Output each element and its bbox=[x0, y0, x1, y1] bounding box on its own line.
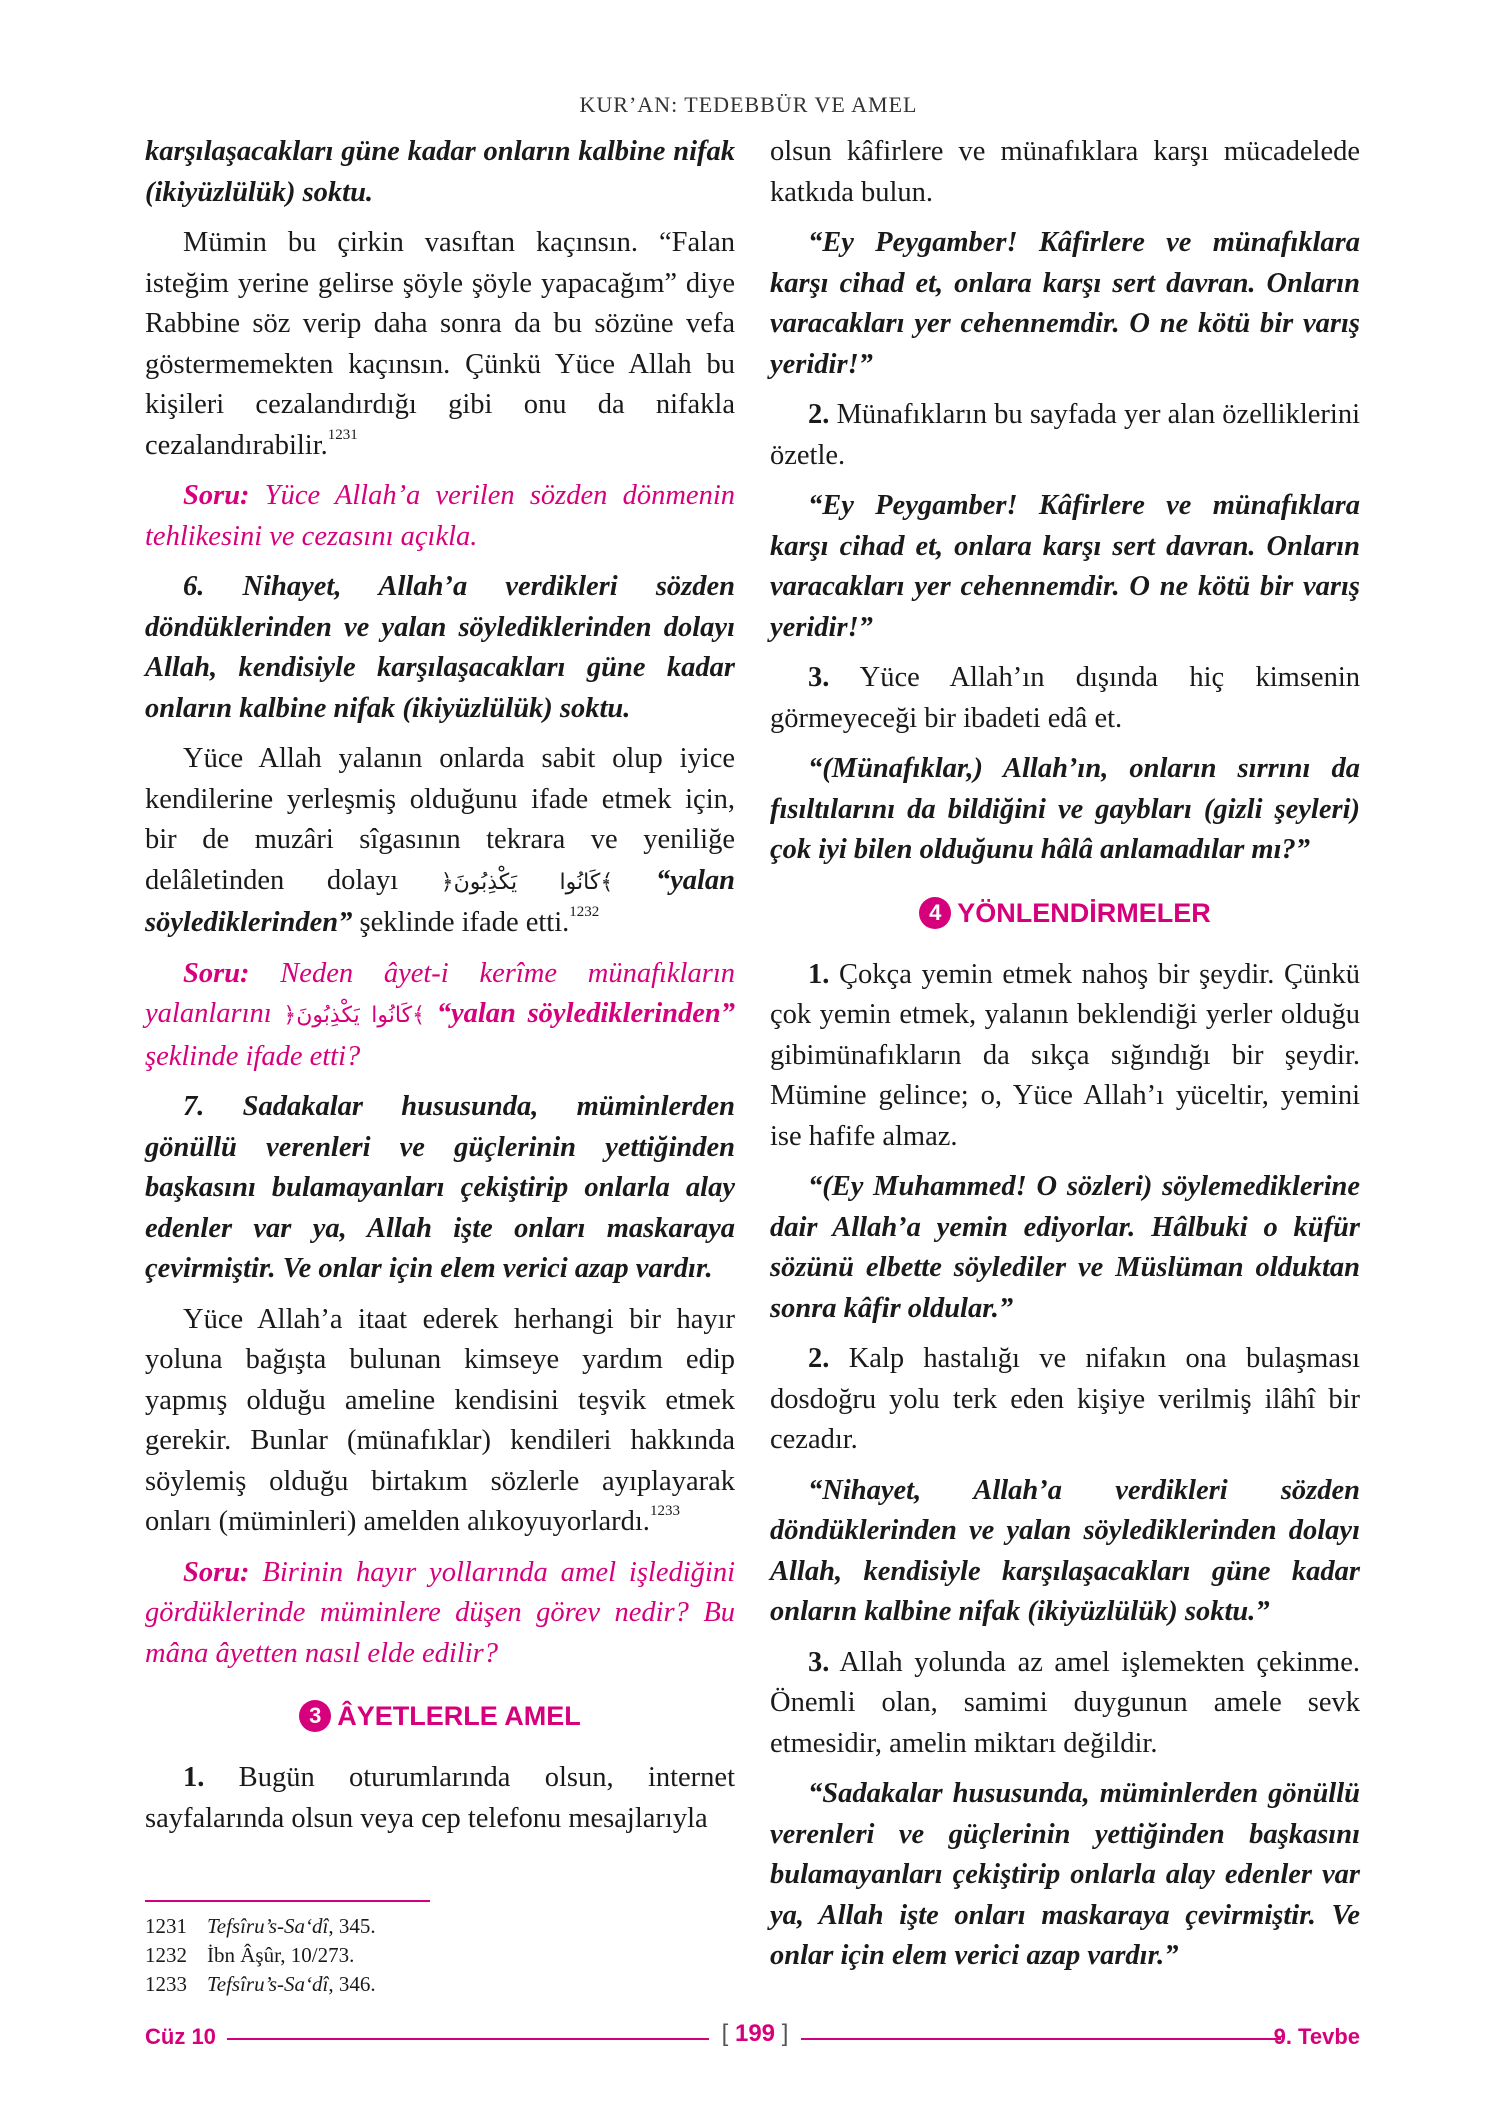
footnote: 1231 Tefsîru’s-Sa‘dî, 345. bbox=[145, 1914, 376, 1938]
footnote: 1232 İbn Âşûr, 10/273. bbox=[145, 1943, 355, 1967]
verse-quote: “Sadakalar hususunda, müminlerden gönüllü verenleri ve güçlerinin yettiğinden başkasını bulamayanları çekiştirip onlarla alay edenler var ya, Allah işte onları maskaraya çevirmiştir. Ve onlar için elem verici azap vardır.” bbox=[770, 1778, 1360, 1971]
page-footer bbox=[145, 2020, 1360, 2056]
arabic-phrase: ﴿كَانُوا يَكْذِبُونَ﴾ bbox=[283, 1003, 425, 1028]
list-item: 3. Allah yolunda az amel işlemekten çekinme. Önemli olan, samimi duygunun amele sevk etmesidir, amelin miktarı değildir. bbox=[770, 1646, 1360, 1759]
verse-quote: “(Münafıklar,) Allah’ın, onların sırrını da fısıltılarını da bildiğini ve gaybları (gizli şeyleri) çok iyi bilen olduğunu hâlâ anlamadılar mı?” bbox=[770, 753, 1360, 865]
question: Soru: Yüce Allah’a verilen sözden dönmenin tehlikesini ve cezasını açıkla. bbox=[145, 480, 735, 552]
page-number: [ 199 ] bbox=[721, 2020, 789, 2047]
verse-quote: “Ey Peygamber! Kâfirlere ve münafıklara karşı cihad et, onlara karşı sert davran. Onların varacakları yer cehennemdir. O ne kötü bir varış yeridir!” bbox=[770, 227, 1360, 380]
list-item: 2. Münafıkların bu sayfada yer alan özelliklerini özetle. bbox=[770, 399, 1360, 471]
verse-continuation: karşılaşacakları güne kadar onların kalbine nifak (ikiyüzlülük) soktu. bbox=[145, 136, 735, 208]
footnote-ref[interactable]: 1231 bbox=[327, 426, 358, 443]
list-item: 1. Bugün oturumlarında olsun, internet sayfalarında olsun veya cep telefonu mesajlarıyla bbox=[145, 1762, 735, 1834]
footer-surah: 9. Tevbe bbox=[1273, 2024, 1360, 2049]
verse-7: 7. Sadakalar hususunda, müminlerden gönüllü verenleri ve güçlerinin yettiğinden başkasını bulamayanları çekiştirip onlarla alay edenler var ya, Allah işte onları maskaraya çevirmiştir. Ve onlar için elem verici azap vardır. bbox=[145, 1091, 735, 1284]
verse-quote: “Nihayet, Allah’a verdikleri sözden döndüklerinden ve yalan söylediklerinden dolayı Allah, kendisiyle karşılaşacakları güne kadar onların kalbine nifak (ikiyüzlülük) soktu.” bbox=[770, 1474, 1360, 1627]
footer-juz: Cüz 10 bbox=[145, 2024, 216, 2049]
footnote-ref[interactable]: 1232 bbox=[569, 904, 600, 920]
question-label: Soru: bbox=[183, 1556, 250, 1588]
footnote-divider bbox=[145, 1900, 430, 1902]
list-item-continuation: olsun kâfirlere ve münafıklara karşı mücadelede katkıda bulun. bbox=[770, 136, 1360, 208]
question-label: Soru: bbox=[183, 480, 250, 511]
left-column bbox=[145, 132, 735, 1849]
section-heading-yonlendirmeler: 4 YÖNLENDİRMELER bbox=[770, 893, 1360, 933]
section-number-badge: 4 bbox=[919, 897, 951, 929]
footnote-ref[interactable]: 1233 bbox=[649, 1503, 680, 1519]
running-header: KUR’AN: TEDEBBÜR VE AMEL bbox=[579, 92, 918, 117]
footer-rule bbox=[801, 2038, 1281, 2040]
question: Soru: Neden âyet-i kerîme münafıkların yalanlarını ﴿كَانُوا يَكْذِبُونَ﴾ “yalan söylediklerinden” şeklinde ifade etti? bbox=[145, 957, 735, 1072]
question-label: Soru: bbox=[183, 957, 250, 989]
verse-quote: “(Ey Muhammed! O sözleri) söylemediklerine dair Allah’a yemin ediyorlar. Hâlbuki o küfür sözünü elbette söylediler ve Müslüman olduktan sonra kâfir oldular.” bbox=[770, 1171, 1360, 1324]
section-number-badge: 3 bbox=[299, 1700, 331, 1732]
verse-6: 6. Nihayet, Allah’a verdikleri sözden döndüklerinden ve yalan söylediklerinden dolayı Allah, kendisiyle karşılaşacakları güne kadar onların kalbine nifak (ikiyüzlülük) soktu. bbox=[145, 571, 735, 724]
verse-quote: “Ey Peygamber! Kâfirlere ve münafıklara karşı cihad et, onlara karşı sert davran. Onların varacakları yer cehennemdir. O ne kötü bir varış yeridir!” bbox=[770, 490, 1360, 643]
footer-rule bbox=[227, 2038, 709, 2040]
question: Soru: Birinin hayır yollarında amel işlediğini gördüklerinde müminlere düşen görev nedir? Bu mâna âyetten nasıl elde edilir? bbox=[145, 1556, 735, 1669]
commentary-paragraph: Mümin bu çirkin vasıftan kaçınsın. “Falan isteğim yerine gelirse şöyle şöyle yapacağım” diye Rabbine söz verip daha sonra da bu sözüne vefa göstermemekten kaçınsın. Çünkü Yüce Allah bu kişileri cezalandırdığı gibi onu da nifakla cezalandırabilir.$^{1231}$ bbox=[145, 227, 735, 461]
footnote: 1233 Tefsîru’s-Sa‘dî, 346. bbox=[145, 1972, 376, 1996]
footnotes bbox=[145, 1912, 376, 1999]
list-item: 2. Kalp hastalığı ve nifakın ona bulaşması dosdoğru yolu terk eden kişiye verilmiş ilâhî bir cezadır. bbox=[770, 1343, 1360, 1455]
list-item: 1. Çokça yemin etmek nahoş bir şeydir. Çünkü çok yemin etmek, yalanın beklendiği yerler olduğu gibimünafıkların da sıkça sığındığı bir şeydir. Mümine gelince; o, Yüce Allah’ı yüceltir, yemini ise hafife almaz. bbox=[770, 958, 1360, 1152]
arabic-phrase: ﴿كَانُوا يَكْذِبُونَ﴾ bbox=[440, 869, 614, 895]
commentary-paragraph: Yüce Allah’a itaat ederek herhangi bir hayır yoluna bağışta bulunan kimseye yardım edip yapmış olduğu ameline kendisini teşvik etmek gerekir. Bunlar (münafıklar) kendileri hakkında söylemiş olduğu birtakım sözlerle ayıplayarak onları (müminleri) amelden alıkoyuyorlardı.$^{1233}$ bbox=[145, 1303, 735, 1537]
commentary-paragraph: Yüce Allah yalanın onlarda sabit olup iyice kendilerine yerleşmiş olduğunu ifade etmek için, bir de muzâri sîgasının tekrara ve yeniliğe delâletinden dolayı ﴿كَانُوا يَكْذِبُونَ﴾ “yalan söylediklerinden” şeklinde ifade etti.$^{1232}$ bbox=[145, 743, 735, 938]
list-item: 3. Yüce Allah’ın dışında hiç kimsenin görmeyeceği bir ibadeti edâ et. bbox=[770, 662, 1360, 734]
section-heading-ayetlerle-amel: 3 ÂYETLERLE AMEL bbox=[145, 1696, 735, 1736]
right-column bbox=[770, 132, 1360, 1987]
